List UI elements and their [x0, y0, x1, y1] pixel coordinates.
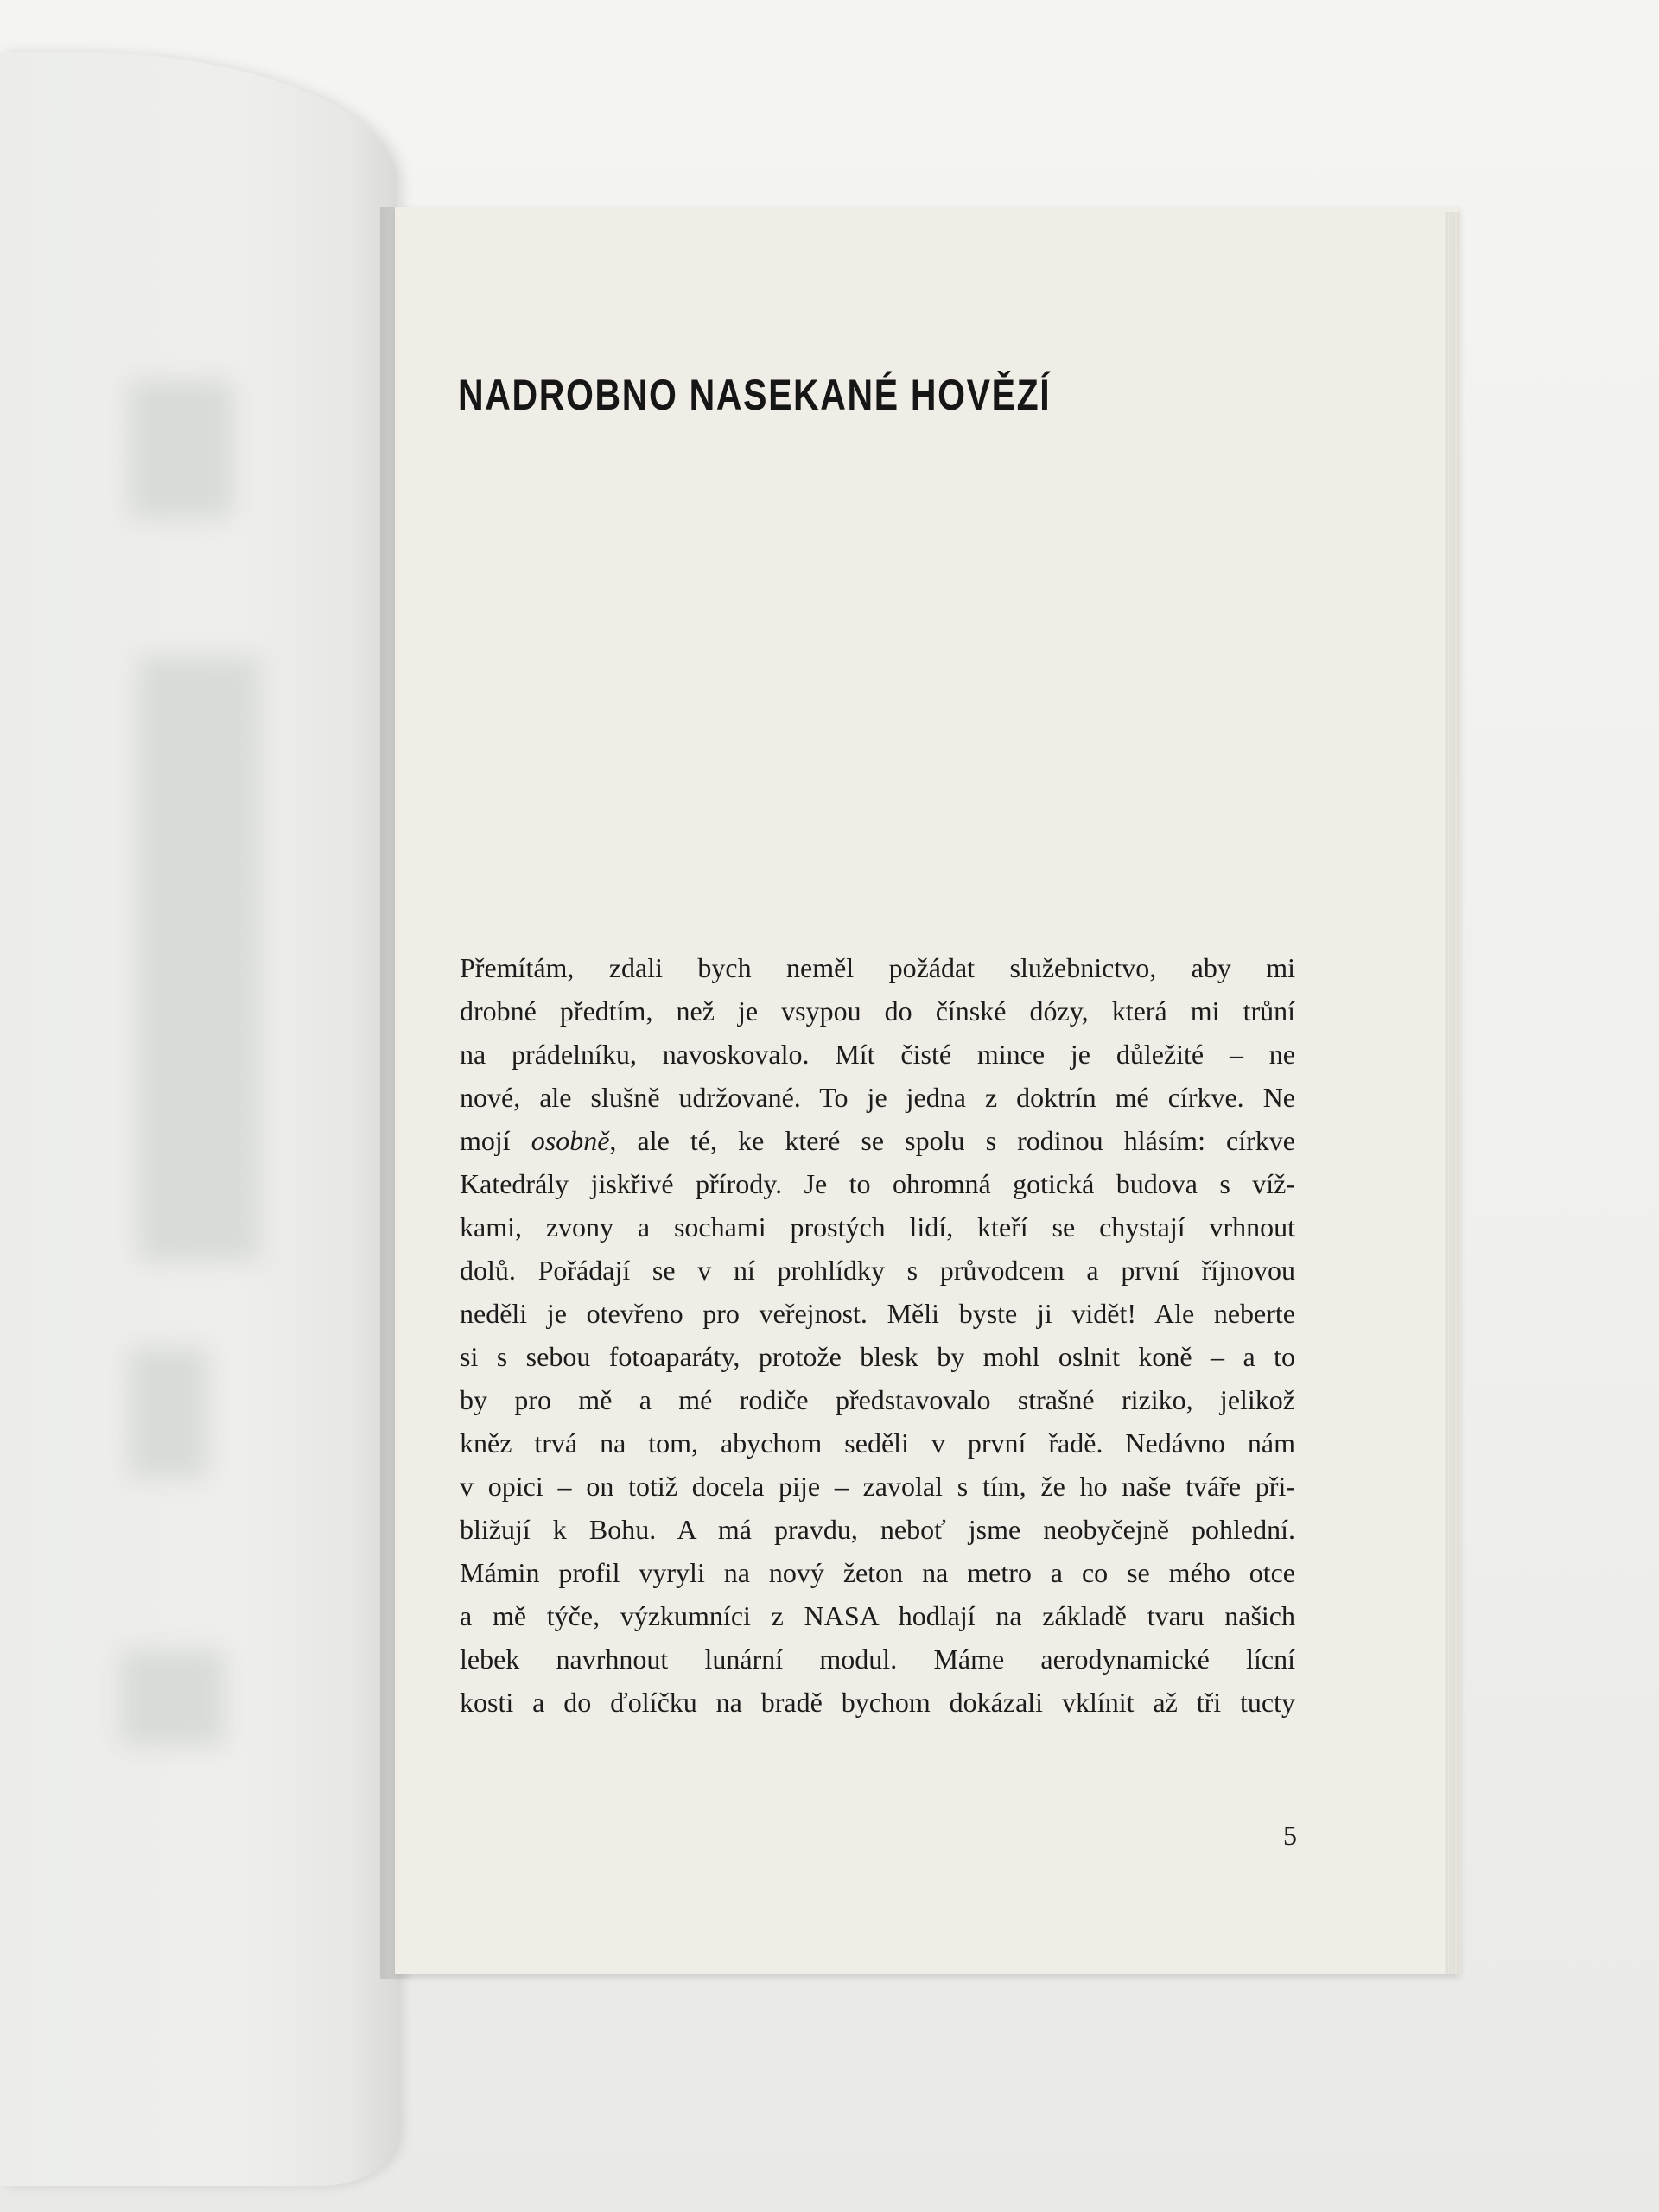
page-number: 5 — [1283, 1820, 1297, 1851]
text-line: drobné předtím, než je vsypou do čínské dózy, která mi trůní — [460, 995, 1295, 1027]
emphasized-word: osobně — [531, 1125, 610, 1156]
text-line: Přemítám, zdali bych neměl požádat služebnictvo, aby mi — [460, 952, 1295, 983]
text-line: kosti a do ďolíčku na bradě bychom dokázali vklínit až tři tucty — [460, 1687, 1295, 1718]
chapter-title: NADROBNO NASEKANÉ HOVĚZÍ — [458, 371, 1052, 419]
text-line: mojí osobně, ale té, ke které se spolu s rodinou hlásím: církve — [460, 1125, 1296, 1156]
text-line: bližují k Bohu. A má pravdu, neboť jsme neobyčejně pohlední. — [460, 1514, 1295, 1545]
page-block-edge — [1445, 212, 1460, 1974]
text-line: Mámin profil vyryli na nový žeton na metro a co se mého otce — [460, 1557, 1295, 1588]
text-line: dolů. Pořádají se v ní prohlídky s průvodcem a první říjnovou — [460, 1255, 1295, 1286]
text-line: Katedrály jiskřivé přírody. Je to ohromná gotická budova s víž- — [460, 1168, 1295, 1199]
text-line: neděli je otevřeno pro veřejnost. Měli byste ji vidět! Ale neberte — [460, 1298, 1295, 1329]
text-line: v opici – on totiž docela pije – zavolal s tím, že ho naše tváře při- — [460, 1471, 1295, 1502]
text-line: a mě týče, výzkumníci z NASA hodlají na základě tvaru našich — [460, 1600, 1295, 1631]
text-line: nové, ale slušně udržované. To je jedna z doktrín mé církve. Ne — [460, 1082, 1295, 1113]
text-line: by pro mě a mé rodiče představovalo strašné riziko, jelikož — [460, 1384, 1295, 1415]
body-paragraph — [460, 946, 1295, 1724]
show-through-mark — [138, 657, 259, 1262]
show-through-mark — [130, 1348, 207, 1478]
text-line: lebek navrhnout lunární modul. Máme aerodynamické lícní — [460, 1643, 1295, 1675]
text-line: kněz trvá na tom, abychom seděli v první řadě. Nedávno nám — [460, 1427, 1295, 1459]
left-page — [0, 52, 397, 2186]
show-through-mark — [121, 1650, 225, 1745]
text-line: si s sebou fotoaparáty, protože blesk by mohl oslnit koně – a to — [460, 1341, 1295, 1372]
text-line: kami, zvony a sochami prostých lidí, kteří se chystají vrhnout — [460, 1211, 1295, 1243]
text-line: na prádelníku, navoskovalo. Mít čisté mince je důležité – ne — [460, 1039, 1295, 1070]
show-through-mark — [130, 380, 233, 518]
